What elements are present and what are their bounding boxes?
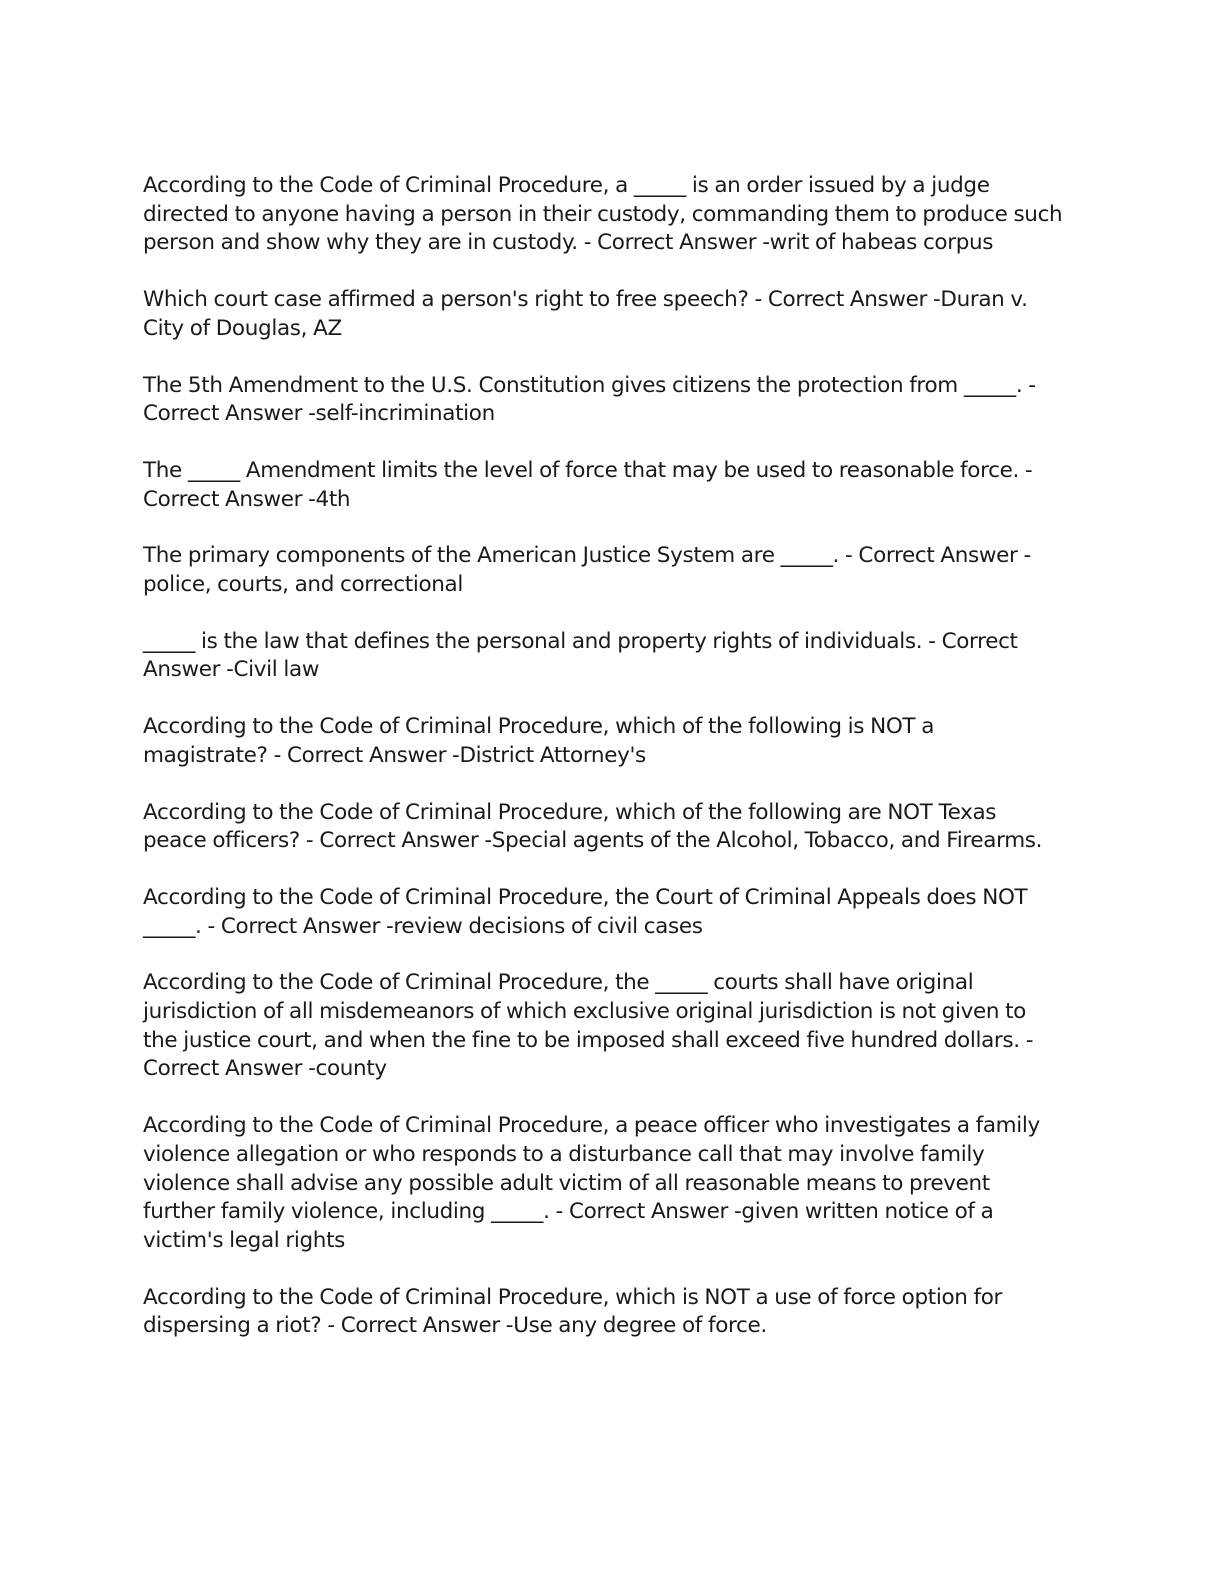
qa-item: According to the Code of Criminal Procedure, the _____ courts shall have original jurisdiction of all misdemeanors of which exclusive original jurisdiction is not given to the justice court, and when the fine to be imposed shall exceed five hundred dollars. - Correct Answer -county	[143, 970, 1034, 1082]
qa-item: According to the Code of Criminal Procedure, which of the following is NOT a magistrate? - Correct Answer -District Attorney's	[143, 714, 935, 768]
qa-item: According to the Code of Criminal Procedure, a _____ is an order issued by a judge directed to anyone having a person in their custody, commanding them to produce such person and show why they are in custody. - Correct Answer -writ of habeas corpus	[143, 173, 1063, 256]
qa-list	[143, 172, 1078, 1369]
qa-item: The _____ Amendment limits the level of force that may be used to reasonable force. - Correct Answer -4th	[143, 457, 1033, 512]
qa-item: The primary components of the American Justice System are _____. - Correct Answer - police, courts, and correctional	[143, 543, 1031, 598]
qa-item: Which court case affirmed a person's right to free speech? - Correct Answer -Duran v. City of Douglas, AZ	[143, 287, 1028, 341]
qa-item: According to the Code of Criminal Procedure, which of the following are NOT Texas peace officers? - Correct Answer -Special agents of the Alcohol, Tobacco, and Firearms.	[143, 799, 1043, 854]
qa-item: According to the Code of Criminal Procedure, which is NOT a use of force option for dispersing a riot? - Correct Answer -Use any degree of force.	[143, 1284, 1003, 1339]
qa-item: According to the Code of Criminal Procedure, a peace officer who investigates a family violence allegation or who responds to a disturbance call that may involve family violence shall advise any possible adult victim of all reasonable means to prevent further family violence, including _____. - Correct Answer -given written notice of a victim's legal rights	[143, 1113, 1040, 1253]
qa-item: According to the Code of Criminal Procedure, the Court of Criminal Appeals does NOT _____. - Correct Answer -review decisions of civil cases	[143, 884, 1028, 939]
qa-item: The 5th Amendment to the U.S. Constitution gives citizens the protection from _____. - Correct Answer -self-incrimination	[143, 372, 1036, 427]
qa-item: _____ is the law that defines the personal and property rights of individuals. - Correct Answer -Civil law	[143, 628, 1018, 683]
